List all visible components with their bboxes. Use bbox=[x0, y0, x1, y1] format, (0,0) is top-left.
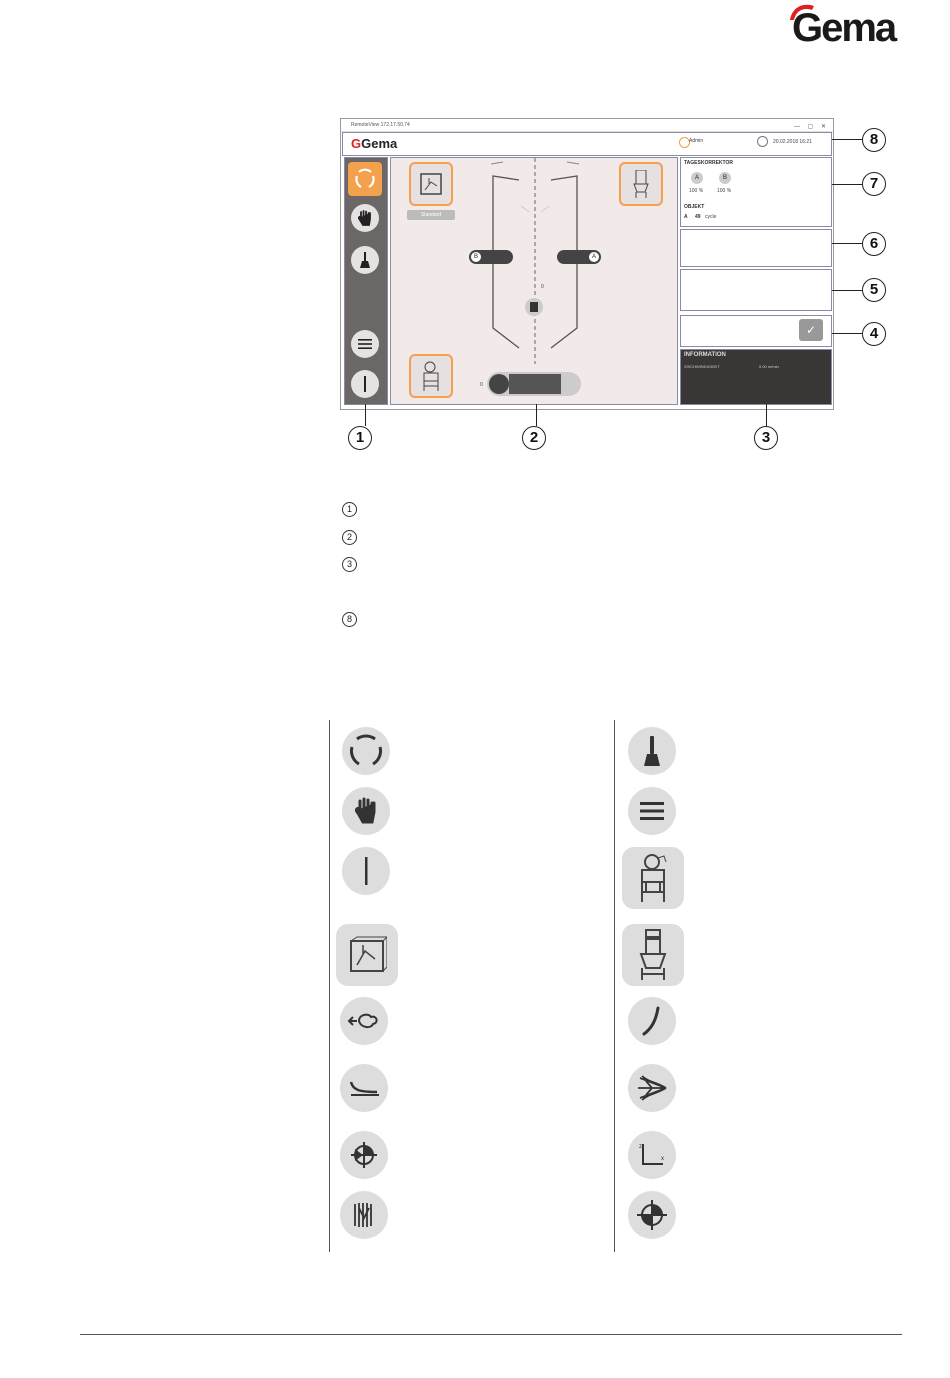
callout-line-2 bbox=[536, 404, 537, 426]
cyclone-button[interactable] bbox=[619, 162, 663, 206]
powder-center-icon bbox=[622, 847, 684, 909]
gun-b-label: B bbox=[471, 252, 481, 262]
corrector-a-value: 100 % bbox=[689, 188, 704, 194]
legend-number-1: 1 bbox=[342, 502, 357, 517]
app-screenshot bbox=[340, 118, 834, 410]
corrector-a-icon[interactable]: A bbox=[691, 172, 703, 184]
auto-mode-icon bbox=[353, 167, 377, 191]
gun-a[interactable] bbox=[557, 250, 601, 264]
brush-icon bbox=[357, 251, 373, 269]
svg-text:x: x bbox=[661, 1156, 664, 1162]
daily-corrector-title: TAGESKORREKTOR bbox=[684, 160, 733, 166]
object-label: A bbox=[684, 214, 688, 220]
menu-button[interactable] bbox=[351, 330, 379, 358]
booth-icon bbox=[336, 924, 398, 986]
spray-fan-icon bbox=[628, 1064, 676, 1112]
object-unit: cycle bbox=[705, 214, 717, 220]
check-icon: ✓ bbox=[805, 323, 817, 337]
axis-xz-icon bbox=[628, 1131, 676, 1179]
table-divider-middle bbox=[614, 720, 615, 1252]
menu-icon bbox=[358, 338, 372, 350]
panel-4 bbox=[680, 315, 832, 347]
booth-button[interactable] bbox=[409, 162, 453, 206]
gun-a-label: A bbox=[589, 252, 599, 262]
window-controls[interactable]: — ▢ ✕ bbox=[793, 124, 829, 130]
cyclone-icon bbox=[622, 924, 684, 986]
callout-line-1 bbox=[365, 404, 366, 426]
auto-mode-icon bbox=[342, 727, 390, 775]
callout-line-7 bbox=[832, 184, 862, 185]
manual-mode-button[interactable] bbox=[351, 204, 379, 232]
information-row-label: ZISCHWINDIGKEIT bbox=[684, 364, 720, 369]
callout-line-4 bbox=[832, 333, 862, 334]
callout-6: 6 bbox=[862, 232, 886, 256]
legend-number-8: 8 bbox=[342, 612, 357, 627]
grid-pattern-icon bbox=[340, 1191, 388, 1239]
cleaning-button[interactable] bbox=[351, 246, 379, 274]
crosshair-icon bbox=[628, 1191, 676, 1239]
powder-center-icon bbox=[420, 361, 442, 391]
main-panel bbox=[390, 157, 678, 405]
axis-value: 0 bbox=[480, 382, 483, 388]
datetime: 20.02.2018 16:21 bbox=[773, 139, 812, 145]
cyclone-icon bbox=[633, 170, 649, 198]
svg-text:z: z bbox=[639, 1144, 642, 1150]
menu-icon bbox=[628, 787, 676, 835]
clock-icon bbox=[757, 136, 768, 147]
callout-1: 1 bbox=[348, 426, 372, 450]
center-value: 0 bbox=[541, 284, 544, 290]
conveyor-button[interactable] bbox=[525, 298, 543, 316]
gema-logo bbox=[786, 2, 906, 50]
power-button[interactable] bbox=[351, 370, 379, 398]
footer-divider bbox=[80, 1334, 902, 1335]
app-header bbox=[342, 132, 832, 156]
power-switch-icon bbox=[342, 847, 390, 895]
battery-icon bbox=[530, 302, 538, 312]
confirm-button[interactable] bbox=[799, 319, 823, 341]
auto-mode-button[interactable] bbox=[348, 162, 382, 196]
information-panel bbox=[680, 349, 832, 405]
gun-curve-icon bbox=[628, 997, 676, 1045]
app-logo: GGema bbox=[351, 136, 398, 151]
object-count: 49 bbox=[695, 214, 701, 220]
corrector-b-icon[interactable]: B bbox=[719, 172, 731, 184]
pump-target-icon bbox=[340, 1131, 388, 1179]
callout-4: 4 bbox=[862, 322, 886, 346]
legend-number-3: 3 bbox=[342, 557, 357, 572]
callout-line-8 bbox=[832, 139, 862, 140]
callout-line-6 bbox=[832, 243, 862, 244]
panel-6 bbox=[680, 229, 832, 267]
manual-hand-icon bbox=[342, 787, 390, 835]
axis-handle[interactable] bbox=[489, 374, 509, 394]
user-name[interactable]: Admin bbox=[689, 138, 704, 144]
sidebar bbox=[344, 157, 388, 405]
axis-slider[interactable] bbox=[487, 372, 581, 396]
window-titlebar bbox=[341, 119, 833, 132]
booth-icon bbox=[419, 172, 443, 196]
floor-conveyor-icon bbox=[340, 1064, 388, 1112]
cleaning-brush-icon bbox=[628, 727, 676, 775]
gema-logo-text: Gema bbox=[792, 6, 896, 50]
information-title: INFORMATION bbox=[684, 352, 726, 358]
object-title: OBJEKT bbox=[684, 204, 705, 210]
callout-line-3 bbox=[766, 404, 767, 426]
air-flow-icon bbox=[340, 997, 388, 1045]
axis-track bbox=[509, 374, 561, 394]
corrector-b-value: 100 % bbox=[717, 188, 732, 194]
callout-3: 3 bbox=[754, 426, 778, 450]
gun-b[interactable] bbox=[469, 250, 513, 264]
hand-icon bbox=[357, 209, 373, 227]
callout-8: 8 bbox=[862, 128, 886, 152]
daily-corrector-panel bbox=[680, 157, 832, 227]
legend-number-2: 2 bbox=[342, 530, 357, 545]
power-icon bbox=[363, 376, 367, 392]
information-row-value: 0.00 m/min bbox=[759, 364, 779, 369]
powder-center-button[interactable] bbox=[409, 354, 453, 398]
callout-7: 7 bbox=[862, 172, 886, 196]
callout-2: 2 bbox=[522, 426, 546, 450]
callout-5: 5 bbox=[862, 278, 886, 302]
panel-5 bbox=[680, 269, 832, 311]
preset-badge[interactable]: Standard bbox=[407, 210, 455, 220]
table-divider-left bbox=[329, 720, 330, 1252]
window-title: RemoteView 172.17.50.74 bbox=[351, 122, 410, 128]
callout-line-5 bbox=[832, 290, 862, 291]
